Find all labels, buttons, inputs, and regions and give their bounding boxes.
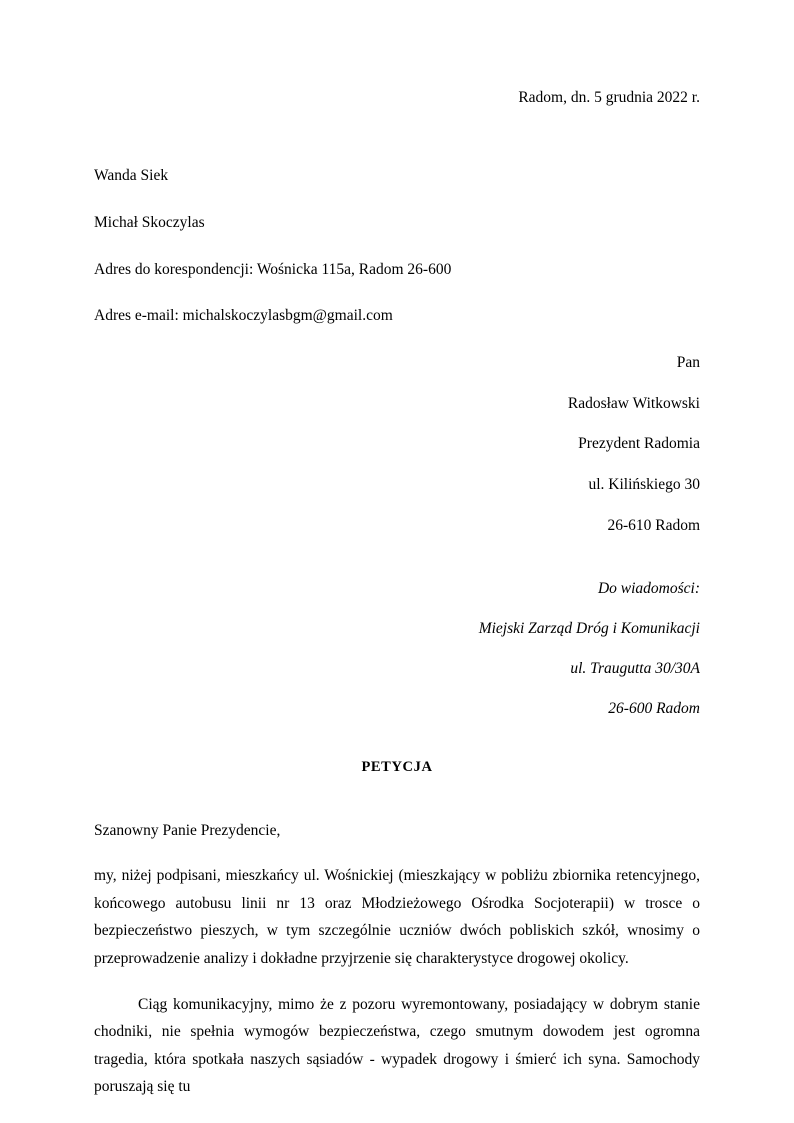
sender-correspondence-address: Adres do korespondencji: Wośnicka 115a, Radom 26-600 bbox=[94, 260, 452, 278]
recipient-line-1: Pan bbox=[676, 354, 700, 371]
recipient-line-5: 26-610 Radom bbox=[607, 516, 700, 534]
document-title: PETYCJA bbox=[361, 759, 433, 776]
recipient-block bbox=[94, 352, 700, 536]
cc-line-2: ul. Traugutta 30/30A bbox=[570, 659, 700, 677]
sender-email-address: Adres e-mail: michalskoczylasbgm@gmail.com bbox=[94, 307, 393, 325]
body-paragraph-1: my, niżej podpisani, mieszkańcy ul. Wośnickiej (mieszkający w pobliżu zbiornika retencyjnego, końcowego autobusu linii nr 13 oraz Młodzieżowego Ośrodka Socjoterapii) w trosce o bezpieczeństwo pieszych, w tym szczególnie uczniów dwóch pobliskich szkół, wnosimy o przeprowadzenie analizy i dokładne przyjrzenie się charakterystyce drogowej okolicy. bbox=[94, 867, 700, 967]
sender-line-2: Michał Skoczylas bbox=[94, 213, 205, 231]
recipient-line-4: ul. Kilińskiego 30 bbox=[588, 476, 700, 494]
cc-line-3: 26-600 Radom bbox=[608, 699, 700, 717]
cc-heading: Do wiadomości: bbox=[597, 580, 700, 598]
document-content bbox=[94, 86, 700, 1119]
recipient-line-2: Radosław Witkowski bbox=[567, 394, 700, 412]
recipient-line-3: Prezydent Radomia bbox=[578, 435, 700, 453]
cc-line-1: Miejski Zarząd Dróg i Komunikacji bbox=[478, 620, 700, 638]
cc-block bbox=[94, 578, 700, 719]
sender-line-1: Wanda Siek bbox=[94, 167, 169, 185]
salutation: Szanowny Panie Prezydencie, bbox=[94, 822, 281, 840]
body-paragraph-2: Ciąg komunikacyjny, mimo że z pozoru wyremontowany, posiadający w dobrym stanie chodniki, nie spełnia wymogów bezpieczeństwa, czego smutnym dowodem jest ogromna tragedia, która spotkała naszych sąsiadów - wypadek drogowy i śmierć ich syna. Samochody poruszają się tu bbox=[94, 995, 700, 1096]
sender-block bbox=[94, 165, 700, 327]
date-block bbox=[94, 86, 700, 109]
date-line: Radom, dn. 5 grudnia 2022 r. bbox=[518, 89, 700, 106]
